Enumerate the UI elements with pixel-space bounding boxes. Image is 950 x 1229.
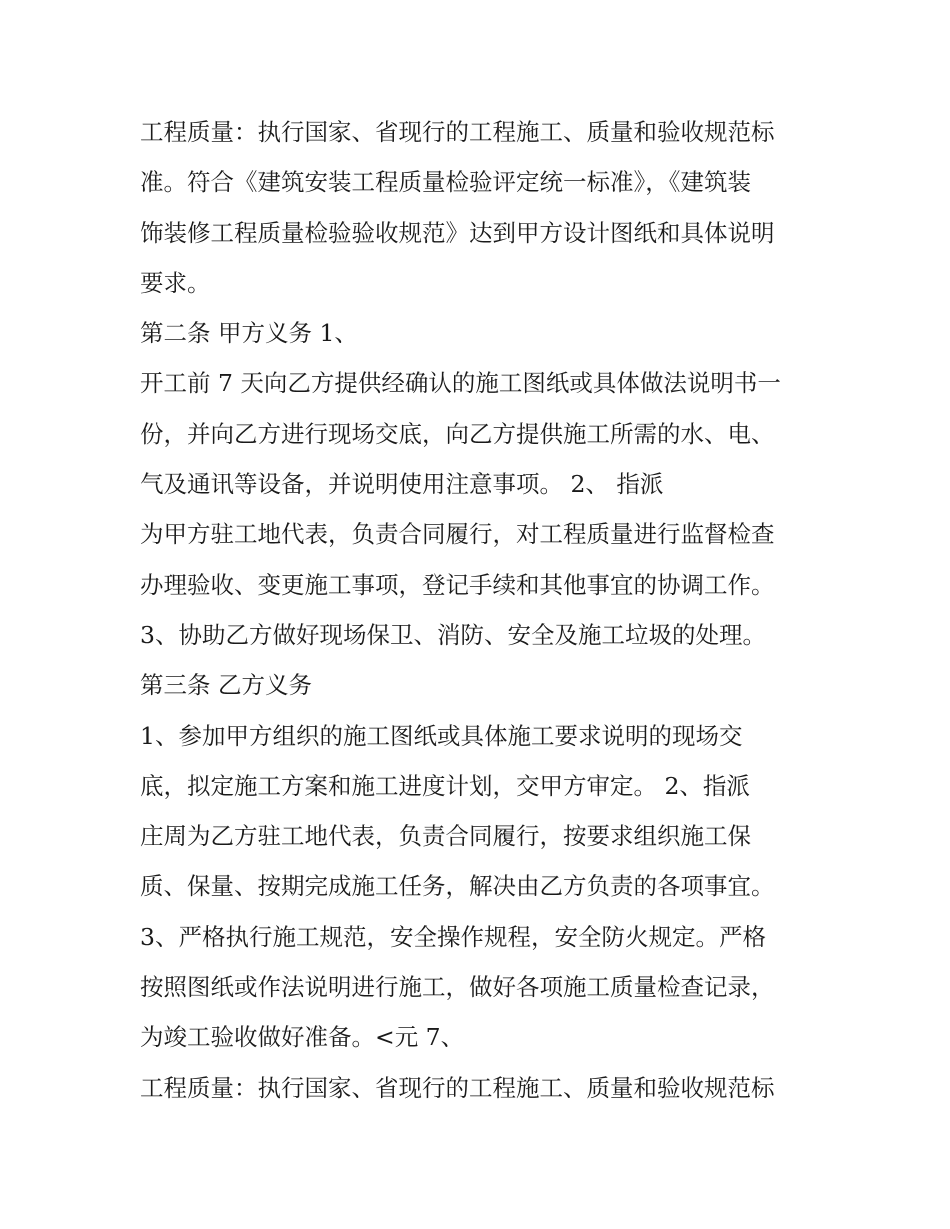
text-line: 开工前 7 天向乙方提供经确认的施工图纸或具体做法说明书一 — [140, 369, 781, 398]
text-line: 要求。 — [140, 268, 211, 297]
section-heading-party-a-obligations: 第二条 甲方义务 1、 — [140, 319, 358, 348]
text-line: 份，并向乙方进行现场交底，向乙方提供施工所需的水、电、 — [140, 419, 775, 448]
text-line: 为甲方驻工地代表，负责合同履行，对工程质量进行监督检查 — [140, 520, 775, 549]
text-line: 气及通讯等设备，并说明使用注意事项。 2、 指派 — [140, 470, 664, 499]
text-line: 3、协助乙方做好现场保卫、消防、安全及施工垃圾的处理。 — [140, 620, 766, 649]
text-line: 饰装修工程质量检验验收规范》达到甲方设计图纸和具体说明 — [140, 218, 775, 247]
text-line: 准。符合《建筑安装工程质量检验评定统一标准》，《建筑装 — [140, 168, 751, 197]
text-line: 庄周为乙方驻工地代表，负责合同履行，按要求组织施工保 — [140, 822, 751, 851]
section-heading-party-b-obligations: 第三条 乙方义务 — [140, 671, 312, 700]
text-line: 质、保量、按期完成施工任务，解决由乙方负责的各项事宜。 — [140, 872, 775, 901]
text-line: 1、参加甲方组织的施工图纸或具体施工要求说明的现场交 — [140, 721, 743, 750]
text-line: 按照图纸或作法说明进行施工，做好各项施工质量检查记录， — [140, 973, 775, 1002]
text-line: 为竣工验收做好准备。<元 7、 — [140, 1023, 465, 1052]
contract-text-body — [140, 107, 830, 1113]
text-line: 底，拟定施工方案和施工进度计划，交甲方审定。 2、指派 — [140, 771, 750, 800]
text-line: 办理验收、变更施工事项，登记手续和其他事宜的协调工作。 — [140, 570, 775, 599]
text-line: 工程质量：执行国家、省现行的工程施工、质量和验收规范标 — [140, 118, 775, 146]
text-line: 3、严格执行施工规范，安全操作规程，安全防火规定。严格 — [140, 922, 766, 951]
text-line: 工程质量：执行国家、省现行的工程施工、质量和验收规范标 — [140, 1073, 775, 1102]
